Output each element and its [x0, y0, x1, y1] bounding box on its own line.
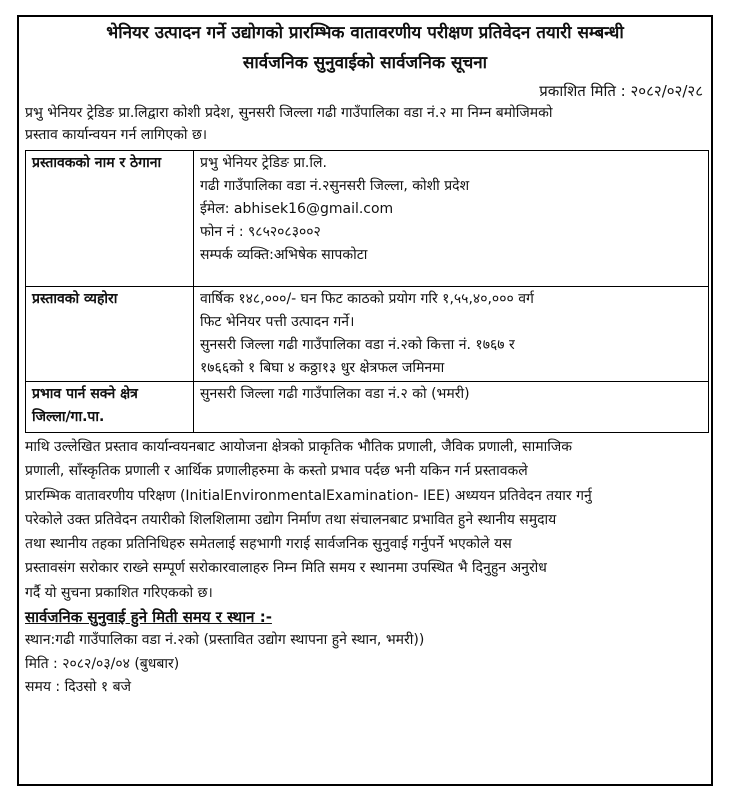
proposal-line-2: फिट भेनियर पत्ती उत्पादन गर्ने।: [200, 314, 355, 330]
body-line-2: प्रणाली, साँस्कृतिक प्रणाली र आर्थिक प्रणालीहरुमा के कस्तो प्रभाव पर्दछ भनी यकिन गर्न प्रस्तावकले: [25, 463, 528, 480]
notice-title: [19, 18, 711, 78]
impact-area-label: [26, 382, 194, 433]
body-line-5: तथा स्थानीय तहका प्रतिनिधिहरु समेतलाई सहभागी गराई सार्वजनिक सुनुवाई गर्नुपर्ने भएकोले यस: [25, 536, 512, 553]
proposal-label: प्रस्तावको व्यहोरा: [26, 287, 194, 382]
body-line-3: प्रारम्भिक वातावरणीय परिक्षण (InitialEnvironmentalExamination- IEE) अध्ययन प्रतिवेदन तयार गर्नु: [25, 487, 592, 504]
impact-area-label-line-1: प्रभाव पार्न सक्ने क्षेत्र: [32, 386, 138, 402]
body-line-4: परेकोले उक्त प्रतिवेदन तयारीको शिलशिलामा उद्योग निर्माण तथा संचालनबाट प्रभावित हुने स्थानीय समुदाय: [25, 511, 557, 528]
proponent-phone: फोन नं : ९८५२०८३००२: [200, 224, 321, 240]
proponent-address: गढी गाउँपालिका वडा नं.२सुनसरी जिल्ला, कोशी प्रदेश: [200, 178, 470, 194]
body-paragraph: [19, 435, 711, 605]
proponent-name: प्रभु भेनियर ट्रेडिङ प्रा.लि.: [200, 155, 327, 171]
proposal-line-4: १७६६को १ बिघा ४ कठ्ठा१३ धुर क्षेत्रफल जमिनमा: [200, 360, 445, 376]
published-date: प्रकाशित मिति : २०८२/०२/२८: [539, 82, 703, 100]
proponent-details: [194, 151, 709, 287]
proposal-line-3: सुनसरी जिल्ला गढी गाउँपालिका वडा नं.२को कित्ता नं. १७६७ र: [200, 337, 515, 353]
table-row-proponent: [26, 151, 709, 287]
proposal-line-1: वार्षिक १४८,०००/- घन फिट काठको प्रयोग गरि १,५५,४०,००० वर्ग: [200, 291, 534, 307]
body-line-1: माथि उल्लेखित प्रस्ताव कार्यान्वयनबाट आयोजना क्षेत्रको प्राकृतिक भौतिक प्रणाली, जैविक प्रणाली, सामाजिक: [25, 439, 572, 455]
impact-area-label-line-2: जिल्ला/गा.पा.: [32, 409, 105, 425]
proponent-contact-person: सम्पर्क व्यक्ति:अभिषेक सापकोटा: [200, 247, 368, 263]
hearing-date: मिति : २०८२/०३/०४ (बुधबार): [25, 655, 180, 672]
proponent-label: प्रस्तावकको नाम र ठेगाना: [26, 151, 194, 287]
public-notice: [17, 15, 713, 786]
table-row-proposal: [26, 287, 709, 382]
hearing-details: [19, 629, 711, 700]
proposal-info-table: [25, 150, 709, 433]
intro-line-1: प्रभु भेनियर ट्रेडिङ प्रा.लिद्वारा कोशी प्रदेश, सुनसरी जिल्ला गढी गाउँपालिका वडा नं.२ मा निम्न बमोजिमको: [25, 105, 553, 121]
intro-line-2: प्रस्ताव कार्यान्वयन गर्न लागिएको छ।: [25, 127, 208, 143]
intro-paragraph: [19, 102, 711, 146]
hearing-heading: सार्वजनिक सुनुवाई हुने मिती समय र स्थान :-: [25, 608, 272, 627]
body-line-6: प्रस्तावसंग सरोकार राख्ने सम्पूर्ण सरोकारवालाहरु निम्न मिति समय र स्थानमा उपस्थित भै दिनुहुन अनुरोध: [25, 560, 547, 577]
title-line-1: भेनियर उत्पादन गर्ने उद्योगको प्रारम्भिक वातावरणीय परीक्षण प्रतिवेदन तयारी सम्बन्धी: [106, 23, 624, 43]
proponent-email: ईमेल: abhisek16@gmail.com: [200, 201, 394, 217]
proposal-details: [194, 287, 709, 382]
body-line-7: गर्दै यो सुचना प्रकाशित गरिएकको छ।: [25, 584, 213, 601]
hearing-time: समय : दिउसो १ बजे: [25, 679, 131, 696]
title-line-2: सार्वजनिक सुनुवाईको सार्वजनिक सूचना: [242, 53, 488, 73]
hearing-place: स्थान:गढी गाउँपालिका वडा नं.२को (प्रस्तावित उद्योग स्थापना हुने स्थान, भमरी)): [25, 632, 425, 649]
impact-area-value: सुनसरी जिल्ला गढी गाउँपालिका वडा नं.२ को (भमरी): [194, 382, 709, 433]
table-row-impact-area: [26, 382, 709, 433]
